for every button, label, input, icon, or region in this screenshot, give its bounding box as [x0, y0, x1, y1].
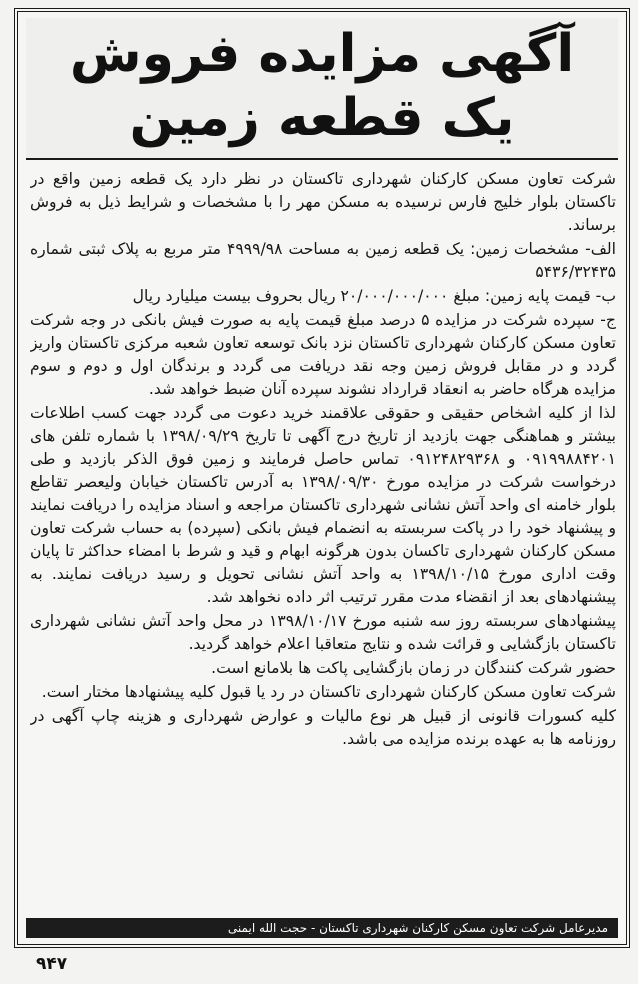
title-line-2: یک قطعه زمین [129, 88, 515, 148]
land-specs-paragraph: الف- مشخصات زمین: یک قطعه زمین به مساحت ۴۹۹۹/۹۸ متر مربع به پلاک ثبتی شماره ۵۴۳۶/۳۲۴۳۵ [30, 240, 616, 281]
opening-paragraph: پیشنهادهای سربسته روز سه شنبه مورخ ۱۳۹۸/۱۰/۱۷ در محل واحد آتش نشانی شهرداری تاکستان بازگشایی و قرائت شده و نتایج متعاقبا اعلام خواهد گردید. [30, 612, 616, 653]
title-line-1: آگهی مزایده فروش [69, 24, 575, 84]
rejection-rights-paragraph: شرکت تعاون مسکن کارکنان شهرداری تاکستان در رد یا قبول کلیه پیشنهادها مختار است. [41, 683, 616, 701]
signature-bar: مدیرعامل شرکت تعاون مسکن کارکنان شهرداری تاکستان - حجت الله ایمنی [26, 918, 618, 938]
deposit-paragraph: ج- سپرده شرکت در مزایده ۵ درصد مبلغ قیمت پایه به صورت فیش بانکی در وجه شرکت تعاون مسکن کارکنان شهرداری تاکستان نزد بانک توسعه تعاون شعبه مرکزی تاکستان واریز گردد و در مقابل فروش زمین وجه نقد دریافت می گردد و برندگان اول و دوم و سوم مزایده هرگاه حاضر به انعقاد قرارداد نشوند سپرده آنان ضبط خواهد شد. [30, 311, 616, 398]
attendance-paragraph: حضور شرکت کنندگان در زمان بازگشایی پاکت ها بلامانع است. [211, 659, 616, 677]
advertisement-body [30, 168, 616, 928]
fees-paragraph: کلیه کسورات قانونی از قبیل هر نوع مالیات و عوارض شهرداری و هزینه چاپ آگهی در روزنامه ها به عهده برنده مزایده می باشد. [30, 707, 616, 748]
intro-paragraph: شرکت تعاون مسکن کارکنان شهرداری تاکستان در نظر دارد یک قطعه زمین واقع در تاکستان بلوار خلیج فارس نرسیده به مسکن مهر را با مشخصات و شرایط ذیل به فروش برساند. [30, 170, 616, 234]
title-block [26, 18, 618, 160]
base-price-paragraph: ب- قیمت پایه زمین: مبلغ ۲۰/۰۰۰/۰۰۰/۰۰۰ ریال بحروف بیست میلیارد ریال [132, 287, 616, 305]
page-code: ۹۴۷ [36, 954, 68, 974]
advertisement-frame [14, 8, 630, 948]
invitation-paragraph: لذا از کلیه اشخاص حقیقی و حقوقی علاقمند خرید دعوت می گردد جهت کسب اطلاعات بیشتر و هماهنگی جهت بازدید از تاریخ درج آگهی تا تاریخ ۱۳۹۸/۰۹/۲۹ با شماره تلفن های ۰۹۱۹۹۸۸۴۲۰۱ و ۰۹۱۲۴۸۲۹۳۶۸ تماس حاصل فرمایند و زمین فوق الذکر بازدید و طی درخواست شرکت در مزایده مورخ ۱۳۹۸/۰۹/۳۰ به آدرس تاکستان خیابان ولیعصر تقاطع بلوار خامنه ای واحد آتش نشانی شهرداری تاکستان مراجعه و اسناد مزایده را دریافت نمایند و پیشنهاد خود را در پاکت سربسته به انضمام فیش بانکی (سپرده) به حساب شرکت تعاون مسکن کارکنان شهرداری تاکسان بدون هرگونه ابهام و قید و شرط با امضاء حداکثر تا پایان وقت اداری مورخ ۱۳۹۸/۱۰/۱۵ به واحد آتش نشانی تحویل و رسید دریافت نمایند. به پیشنهادهای بعد از انقضاء مدت مقرر ترتیب اثر داده نخواهد شد. [30, 404, 616, 606]
